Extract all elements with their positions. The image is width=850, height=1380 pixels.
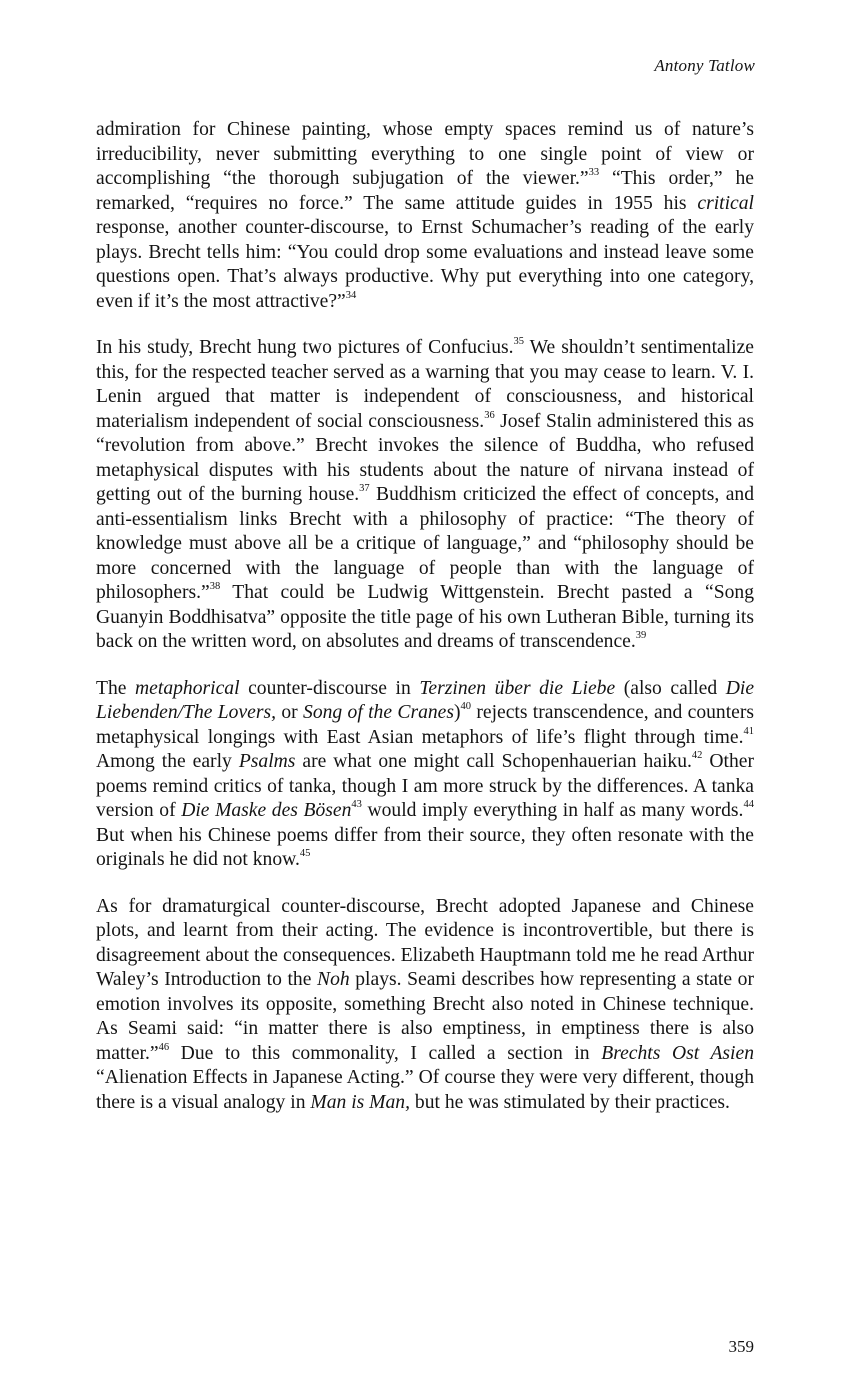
footnote-ref: 33 bbox=[588, 167, 600, 179]
footnote-ref: 45 bbox=[299, 848, 311, 860]
paragraph bbox=[96, 336, 754, 655]
footnote-ref: 46 bbox=[158, 1041, 170, 1053]
paragraph bbox=[96, 118, 754, 314]
footnote-ref: 35 bbox=[513, 336, 525, 348]
text-run: admiration for Chinese painting, whose empty spaces remind us of nature’s irreducibility, never submitting everything to one single point of view or accomplishing “the thorough subjugation of the viewer.” bbox=[96, 119, 754, 189]
footnote-ref: 36 bbox=[484, 409, 495, 421]
italic-text: Die Maske des Bösen bbox=[181, 800, 352, 821]
footnote-ref: 34 bbox=[345, 289, 357, 301]
text-run: counter-discourse in bbox=[239, 677, 420, 699]
text-run: rejects transcendence, and counters metaphysical longings with East Asian metaphors of life’s flight through time. bbox=[96, 702, 754, 748]
italic-text: Psalms bbox=[238, 751, 296, 772]
italic-text: critical bbox=[697, 192, 754, 214]
italic-text: Die Liebenden/The Lovers, bbox=[96, 677, 755, 723]
italic-text: metaphorical bbox=[135, 677, 240, 699]
footnote-ref: 44 bbox=[743, 799, 754, 811]
text-run: In his study, Brecht hung two pictures of Confucius. bbox=[96, 337, 514, 358]
paragraph bbox=[96, 895, 754, 1116]
text-run: That could be Ludwig Wittgenstein. Brecht pasted a “Song Guanyin Boddhisatva” opposite the title page of his own Lutheran Bible, turning its back on the written word, on absolutes and dreams of transcendence. bbox=[96, 582, 754, 652]
footnote-ref: 39 bbox=[635, 630, 647, 642]
text-run: Among the early bbox=[96, 751, 239, 772]
italic-text: Song of the Cranes bbox=[303, 702, 454, 723]
text-run: response, another counter-discourse, to Ernst Schumacher’s reading of the early plays. Brecht tells him: “You could drop some evaluations and instead leave some questions open. That’s always productive. Why put everything into one category, even if it’s the most attractive?” bbox=[96, 217, 754, 312]
footnote-ref: 42 bbox=[691, 750, 703, 762]
italic-text: Terzinen über die Liebe bbox=[419, 677, 616, 699]
italic-text: Brechts Ost Asien bbox=[601, 1042, 754, 1064]
text-run: are what one might call Schopenhauerian haiku. bbox=[295, 751, 692, 772]
text-run: (also called bbox=[615, 677, 726, 699]
text-run: We shouldn’t sentimentalize this, for the respected teacher served as a warning that you may cease to learn. V. I. Lenin argued that matter is independent of consciousness, and historical materialism independent of social consciousness. bbox=[96, 337, 754, 432]
text-run: or bbox=[276, 702, 304, 723]
text-run: Buddhism criticized the effect of concepts, and anti-essentialism links Brecht with a philosophy of practice: “The theory of knowledge must above all be a critique of language,” and “philosophy should be more concerned with the language of people than with the language of philosophers.” bbox=[96, 484, 754, 603]
page-number: 359 bbox=[728, 1337, 754, 1356]
body-text bbox=[96, 118, 754, 1137]
footnote-ref: 38 bbox=[209, 581, 221, 593]
italic-text: Noh bbox=[317, 969, 350, 990]
text-run: The bbox=[96, 677, 136, 699]
footnote-ref: 40 bbox=[460, 701, 472, 713]
text-run: “This order,” he remarked, “requires no force.” The same attitude guides in 1955 his bbox=[96, 168, 755, 214]
text-run: would imply everything in half as many words. bbox=[361, 800, 744, 821]
footnote-ref: 43 bbox=[351, 799, 362, 811]
text-run: But when his Chinese poems differ from their source, they often resonate with the originals he did not know. bbox=[96, 824, 754, 870]
text-run: Due to this commonality, I called a section in bbox=[169, 1042, 602, 1064]
text-run: Josef Stalin administered this as “revolution from above.” Brecht invokes the silence of Buddha, who refused metaphysical disputes with his students about the nature of nirvana instead of getting out of the burning house. bbox=[96, 410, 754, 505]
text-run: Other poems remind critics of tanka, though I am more struck by the differences. A tanka version of bbox=[96, 751, 755, 821]
running-head: Antony Tatlow bbox=[654, 56, 755, 75]
paragraph bbox=[96, 677, 754, 873]
text-run: ) bbox=[453, 702, 461, 723]
footnote-ref: 37 bbox=[359, 483, 370, 495]
text-run: “Alienation Effects in Japanese Acting.” Of course they were very different, though there is a visual analogy in bbox=[96, 1067, 754, 1113]
footnote-ref: 41 bbox=[743, 725, 754, 737]
text-run: As for dramaturgical counter-discourse, Brecht adopted Japanese and Chinese plots, and learnt from their acting. The evidence is incontrovertible, but there is disagreement about the consequences. Elizabeth Hauptmann told me he read Arthur Waley’s Introduction to the bbox=[96, 895, 754, 990]
text-run: plays. Seami describes how representing a state or emotion involves its opposite, something Brecht also noted in Chinese technique. As Seami said: “in matter there is also emptiness, in emptiness there is also matter.” bbox=[96, 969, 754, 1064]
italic-text: Man is Man, bbox=[310, 1091, 410, 1113]
text-run: but he was stimulated by their practices. bbox=[410, 1091, 730, 1113]
